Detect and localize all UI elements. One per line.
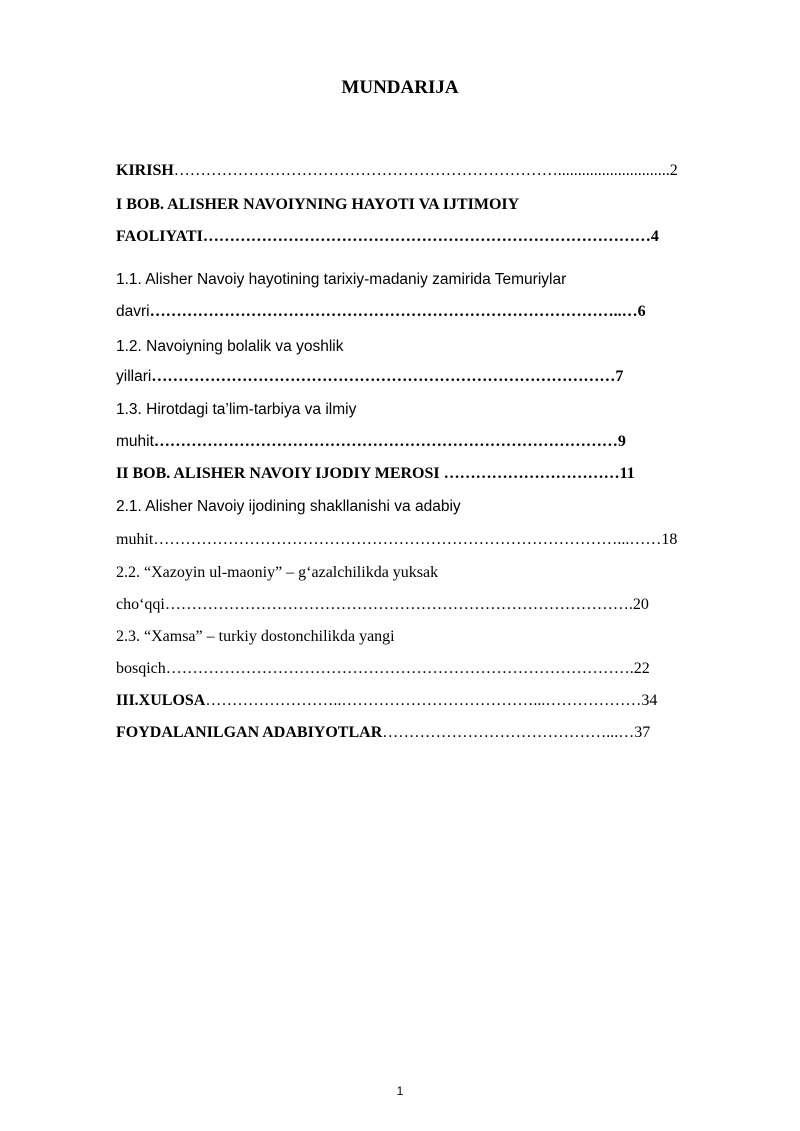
toc-entry-kirish bbox=[116, 160, 678, 182]
toc-leader: ............................ bbox=[557, 162, 670, 179]
toc-entry-2-3-line1: 2.3. “Xamsa” – turkiy dostonchilikda yangi bbox=[116, 628, 395, 645]
toc-label-xulosa: III.XULOSA bbox=[116, 692, 206, 709]
toc-entry-text: davri bbox=[116, 303, 150, 320]
toc-label-adabiyotlar: FOYDALANILGAN ADABIYOTLAR bbox=[116, 724, 383, 741]
toc-entry-text: muhit bbox=[116, 433, 154, 450]
toc-entry-1-1-line2 bbox=[116, 301, 646, 323]
page-title: MUNDARIJA bbox=[341, 77, 459, 98]
toc-entry-2-3-line2: bosqich…………………………………………………………………………….22 bbox=[116, 660, 650, 677]
toc-entry-bob1-line2: FAOLIYATI…………………………………………………………………………4 bbox=[116, 228, 659, 245]
toc-entry-2-1-line1: 2.1. Alisher Navoiy ijodining shakllanishi va adabiy bbox=[116, 498, 461, 515]
toc-label-kirish: KIRISH bbox=[116, 162, 174, 179]
toc-entry-2-1-line2: muhit……………………………………………………………………………...……18 bbox=[116, 531, 678, 548]
toc-entry-1-2-line2 bbox=[116, 366, 623, 388]
toc-entry-1-3-line2 bbox=[116, 431, 626, 453]
toc-entry-bob2: II BOB. ALISHER NAVOIY IJODIY MEROSI ……………………………11 bbox=[116, 465, 635, 482]
toc-entry-1-2-line1: 1.2. Navoiyning bolalik va yoshlik bbox=[116, 338, 344, 355]
toc-entry-text: yillari bbox=[116, 368, 152, 385]
toc-entry-adabiyotlar bbox=[116, 722, 650, 744]
toc-entry-xulosa bbox=[116, 690, 657, 712]
toc-entry-2-2-line1: 2.2. “Xazoyin ul-maoniy” – g‘azalchilikda yuksak bbox=[116, 564, 439, 581]
toc-leader: ……………………………………………………………………………7 bbox=[151, 368, 624, 385]
toc-entry-bob1-line1: I BOB. ALISHER NAVOIYNING HAYOTI VA IJTIMOIY bbox=[116, 196, 520, 213]
toc-leader: ……………………………………...…37 bbox=[382, 724, 651, 741]
toc-leader: ……………………………………………………………………………9 bbox=[153, 433, 626, 450]
toc-entry-1-3-line1: 1.3. Hirotdagi ta’lim-tarbiya va ilmiy bbox=[116, 401, 357, 418]
toc-entry-2-2-line2: cho‘qqi…………………………………………………………………………….20 bbox=[116, 596, 649, 613]
toc-page-number: 2 bbox=[669, 162, 678, 179]
toc-entry-1-1-line1: 1.1. Alisher Navoiy hayotining tarixiy-madaniy zamirida Temuriylar bbox=[116, 271, 567, 288]
page-number: 1 bbox=[396, 1084, 404, 1098]
toc-leader: ……………………..………………………………...………………34 bbox=[205, 692, 658, 709]
toc-leader: ……………………………………………………………………………..…6 bbox=[149, 303, 646, 320]
toc-leader: ……………………………………………………………… bbox=[173, 162, 558, 179]
